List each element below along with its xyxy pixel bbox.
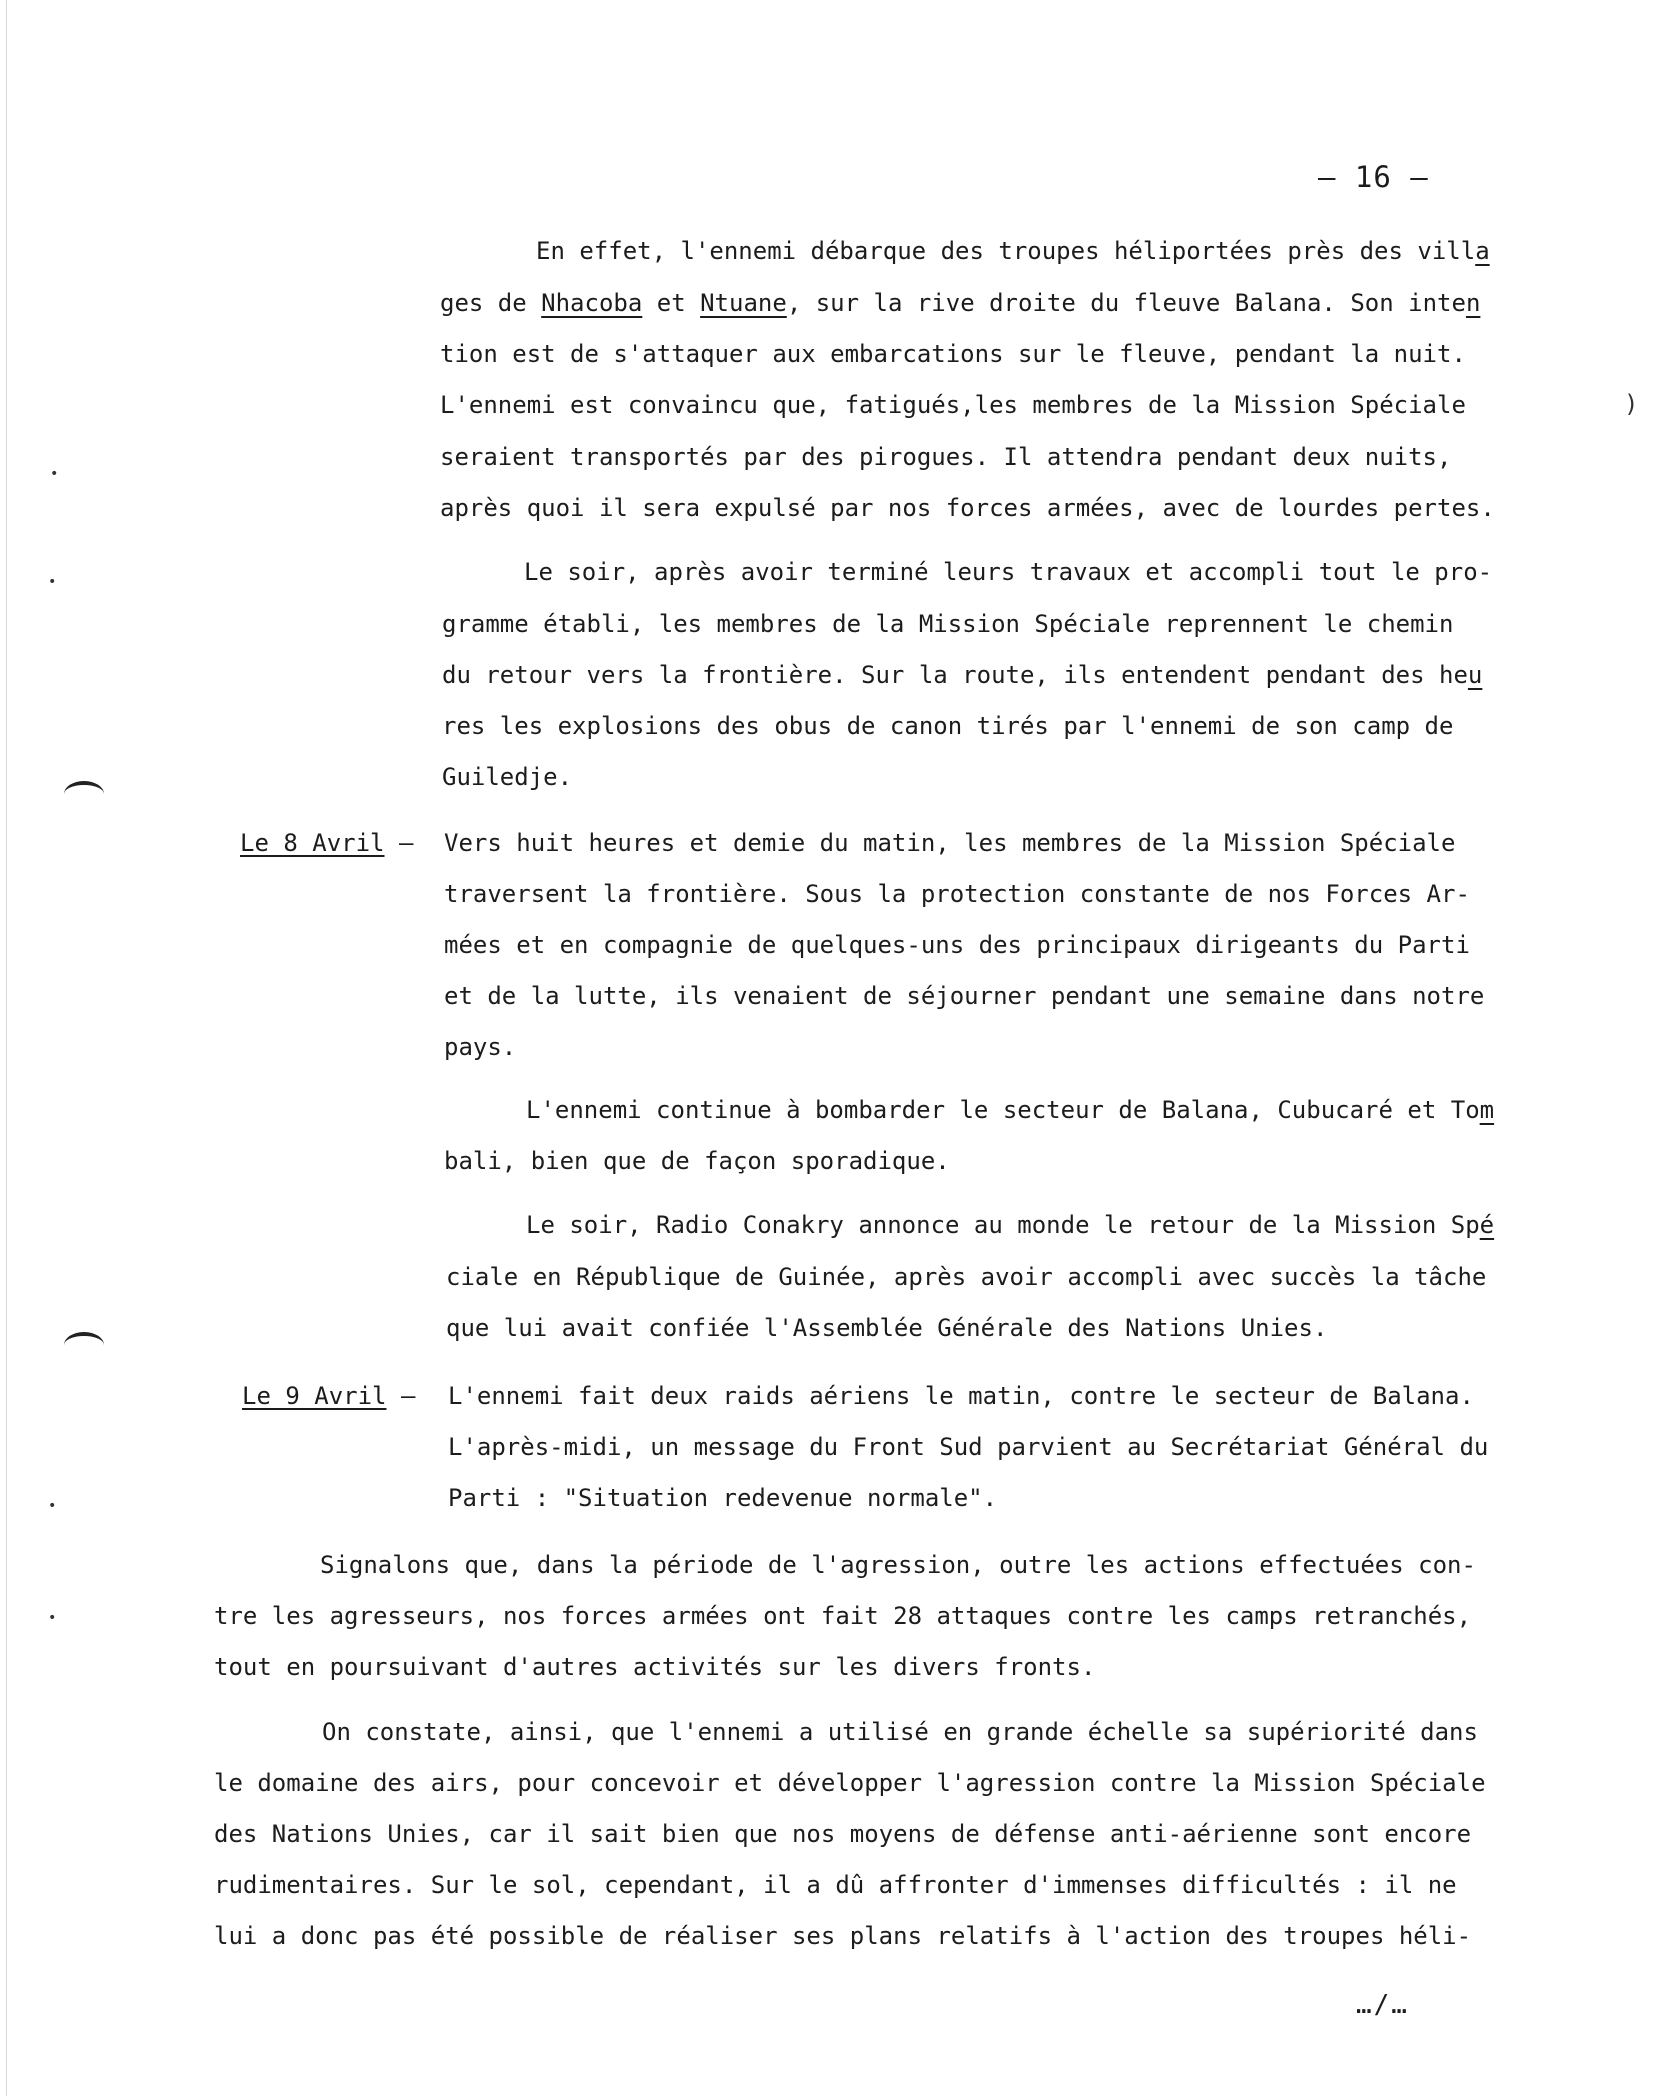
paragraph-line: bali, bien que de façon sporadique. <box>444 1147 950 1175</box>
paragraph-line: du retour vers la frontière. Sur la route, ils entendent pendant des heu <box>442 661 1483 689</box>
paragraph-line: L'après-midi, un message du Front Sud parvient au Secrétariat Général du <box>448 1433 1489 1461</box>
margin-bracket-mark: ) <box>1624 390 1639 418</box>
margin-speck: • <box>50 466 59 482</box>
paragraph-line: tout en poursuivant d'autres activités sur les divers fronts. <box>214 1653 1096 1681</box>
entry-date-april-9: Le 9 Avril – <box>242 1382 416 1410</box>
paragraph-line: pays. <box>444 1033 517 1061</box>
paragraph-line: seraient transportés par des pirogues. Il attendra pendant deux nuits, <box>440 443 1452 471</box>
paragraph-line: tion est de s'attaquer aux embarcations sur le fleuve, pendant la nuit. <box>440 340 1466 368</box>
paragraph-line: L'ennemi continue à bombarder le secteur de Balana, Cubucaré et Tom <box>526 1096 1495 1124</box>
paragraph-line: L'ennemi fait deux raids aériens le matin, contre le secteur de Balana. <box>448 1382 1474 1410</box>
paragraph-line: Le soir, après avoir terminé leurs travaux et accompli tout le pro- <box>524 558 1493 586</box>
paragraph-line: Guiledje. <box>442 763 573 791</box>
page-number: – 16 – <box>1318 160 1429 194</box>
place-name: Ntuane <box>700 289 787 317</box>
paragraph-line: Signalons que, dans la période de l'agression, outre les actions effectuées con- <box>320 1551 1476 1579</box>
continued-marker: …/… <box>1356 1990 1409 2020</box>
paragraph-line: après quoi il sera expulsé par nos forces armées, avec de lourdes pertes. <box>440 494 1495 522</box>
punch-hole-mark <box>64 1332 104 1358</box>
paragraph-line: En effet, l'ennemi débarque des troupes héliportées près des villa <box>536 237 1490 265</box>
paragraph-line: que lui avait confiée l'Assemblée Générale des Nations Unies. <box>446 1314 1328 1342</box>
paragraph-line: Parti : "Situation redevenue normale". <box>448 1484 998 1512</box>
paragraph-line: lui a donc pas été possible de réaliser ses plans relatifs à l'action des troupes héli- <box>214 1922 1472 1950</box>
paragraph-line: ges de Nhacoba et Ntuane, sur la rive droite du fleuve Balana. Son inten <box>440 289 1481 317</box>
entry-date-april-8: Le 8 Avril – <box>240 829 414 857</box>
paragraph-line: mées et en compagnie de quelques-uns des principaux dirigeants du Parti <box>444 931 1470 959</box>
place-name: Nhacoba <box>541 289 643 317</box>
paragraph-line: Vers huit heures et demie du matin, les membres de la Mission Spéciale <box>444 829 1456 857</box>
punch-hole-mark <box>64 781 104 807</box>
paragraph-line: des Nations Unies, car il sait bien que nos moyens de défense anti-aérienne sont encore <box>214 1820 1472 1848</box>
margin-speck: • <box>48 1610 57 1626</box>
paragraph-line: res les explosions des obus de canon tirés par l'ennemi de son camp de <box>442 712 1454 740</box>
binding-edge <box>6 0 7 2096</box>
paragraph-line: gramme établi, les membres de la Mission Spéciale reprennent le chemin <box>442 610 1454 638</box>
margin-speck: • <box>48 574 57 590</box>
paragraph-line: le domaine des airs, pour concevoir et développer l'agression contre la Mission Spéciale <box>214 1769 1486 1797</box>
paragraph-line: rudimentaires. Sur le sol, cependant, il a dû affronter d'immenses difficultés : il ne <box>214 1871 1457 1899</box>
paragraph-line: et de la lutte, ils venaient de séjourner pendant une semaine dans notre <box>444 982 1485 1010</box>
paragraph-line: traversent la frontière. Sous la protection constante de nos Forces Ar- <box>444 880 1470 908</box>
paragraph-line: ciale en République de Guinée, après avoir accompli avec succès la tâche <box>446 1263 1487 1291</box>
paragraph-line: L'ennemi est convaincu que, fatigués,les membres de la Mission Spéciale <box>440 391 1466 419</box>
paragraph-line: On constate, ainsi, que l'ennemi a utilisé en grande échelle sa supériorité dans <box>322 1718 1478 1746</box>
paragraph-line: tre les agresseurs, nos forces armées ont fait 28 attaques contre les camps retranchés, <box>214 1602 1472 1630</box>
margin-speck: • <box>48 1498 57 1514</box>
paragraph-line: Le soir, Radio Conakry annonce au monde le retour de la Mission Spé <box>526 1211 1495 1239</box>
